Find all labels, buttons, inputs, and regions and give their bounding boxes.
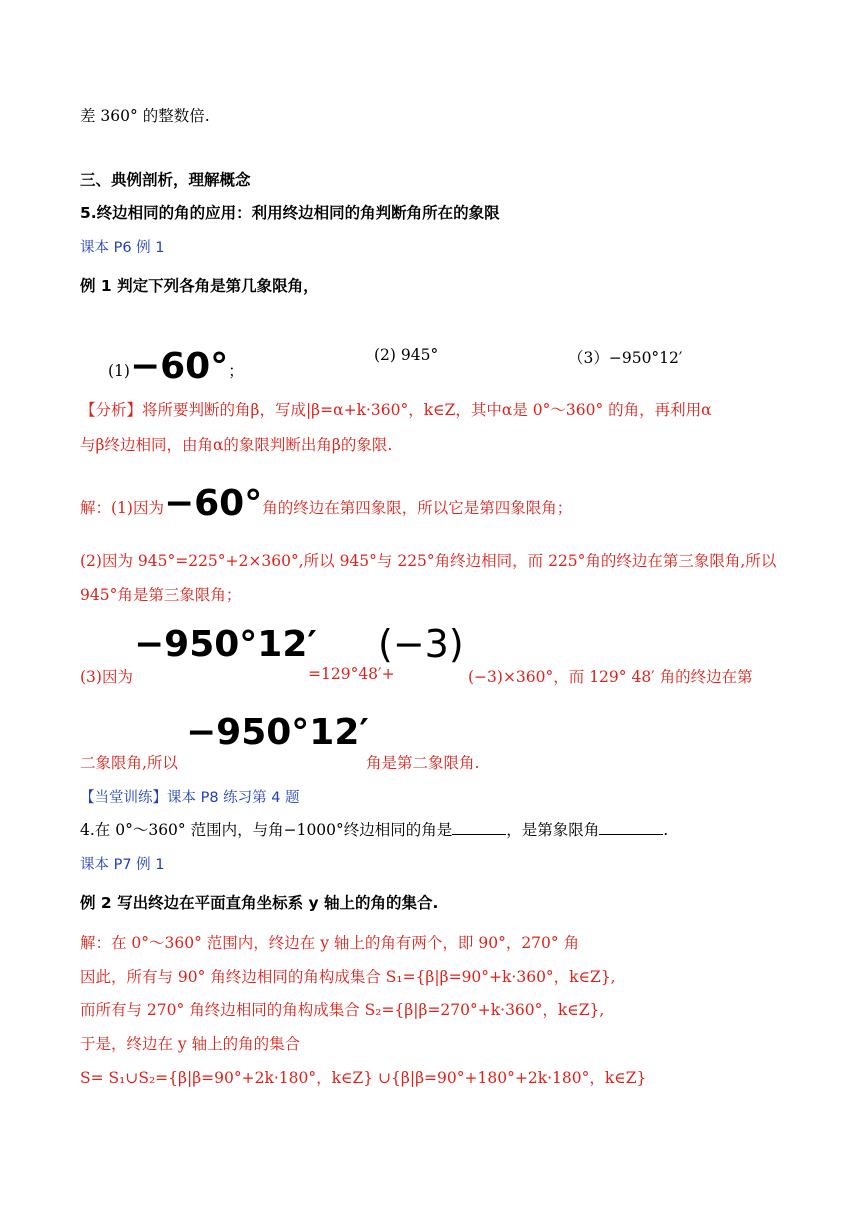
solution-3b-suffix: 角是第二象限角. (366, 754, 480, 772)
item-label: (1) (108, 362, 130, 380)
subsection-heading: 5.终边相同的角的应用：利用终边相同的角判断角所在的象限 (80, 204, 500, 222)
solution-2-line-1: (2)因为 945°=225°+2×360°,所以 945°与 225°角终边相同，而 225°角的终边在第三象限角,所以 (80, 552, 777, 570)
example2-solution-line-3: 而所有与 270° 角终边相同的角构成集合 S₂={β|β=270°+k·360°，k∈Z}, (80, 1001, 605, 1019)
textbook-reference: 课本 P6 例 1 (80, 240, 165, 256)
section-heading: 三、典例剖析，理解概念 (80, 171, 251, 189)
analysis-line-2: 与β终边相同，由角α的象限判断出角β的象限. (80, 436, 393, 454)
math-image-minus-950-12: −950°12′ (186, 712, 369, 753)
text-line: 差 360° 的整数倍. (80, 107, 210, 125)
answer-blank-1[interactable] (452, 820, 506, 835)
solution-1 (80, 483, 572, 524)
example2-solution-line-4: 于是，终边在 y 轴上的角的集合 (80, 1035, 301, 1053)
solution-2-line-2: 945°角是第三象限角； (80, 586, 242, 604)
answer-blank-2[interactable] (599, 820, 663, 835)
solution-3-mid: =129°48′+ (308, 665, 395, 683)
question-4 (80, 818, 668, 840)
problem-item-2: (2) 945° (374, 346, 439, 364)
problem-item-3: （3）−950°12′ (568, 349, 683, 367)
sol1-prefix: 解：(1)因为 (80, 499, 164, 517)
example2-solution-line-5: S= S₁∪S₂={β|β=90°+2k·180°，k∈Z} ∪{β|β=90°+180°+2k·180°，k∈Z} (80, 1069, 647, 1087)
example2-solution-line-1: 解：在 0°～360° 范围内，终边在 y 轴上的角有两个，即 90°，270° 角 (80, 934, 580, 952)
example2-solution-line-2: 因此，所有与 90° 角终边相同的角构成集合 S₁={β|β=90°+k·360°，k∈Z}, (80, 968, 616, 986)
math-image-minus-60: −60° (129, 346, 229, 387)
solution-3b-prefix: 二象限角,所以 (80, 754, 178, 772)
textbook-reference: 课本 P7 例 1 (80, 857, 165, 873)
solution-3-prefix: (3)因为 (80, 668, 133, 686)
q4-text-b: ，是第象限角 (506, 821, 600, 839)
math-image-minus-950-12: −950°12′ (134, 624, 317, 665)
math-image-minus-3: (−3) (378, 622, 464, 666)
math-image-minus-60: −60° (163, 483, 263, 524)
sol1-suffix: 角的终边在第四象限，所以它是第四象限角； (262, 499, 573, 517)
q4-text-a: 4.在 0°～360° 范围内，与角−1000°终边相同的角是 (80, 821, 453, 839)
analysis-line-1: 【分析】将所要判断的角β，写成|β=α+k·360°，k∈Z，其中α是 0°～360° 的角，再利用α (80, 401, 712, 419)
item-sep: ； (228, 362, 244, 380)
example-heading: 例 1 判定下列各角是第几象限角， (80, 277, 319, 295)
practice-heading: 【当堂训练】课本 P8 练习第 4 题 (80, 790, 300, 806)
example-heading: 例 2 写出终边在平面直角坐标系 y 轴上的角的集合. (80, 894, 439, 912)
problem-item-1 (108, 346, 244, 387)
q4-text-c: . (663, 821, 669, 839)
solution-3-suffix: (−3)×360°，而 129° 48′ 角的终边在第 (468, 668, 753, 686)
